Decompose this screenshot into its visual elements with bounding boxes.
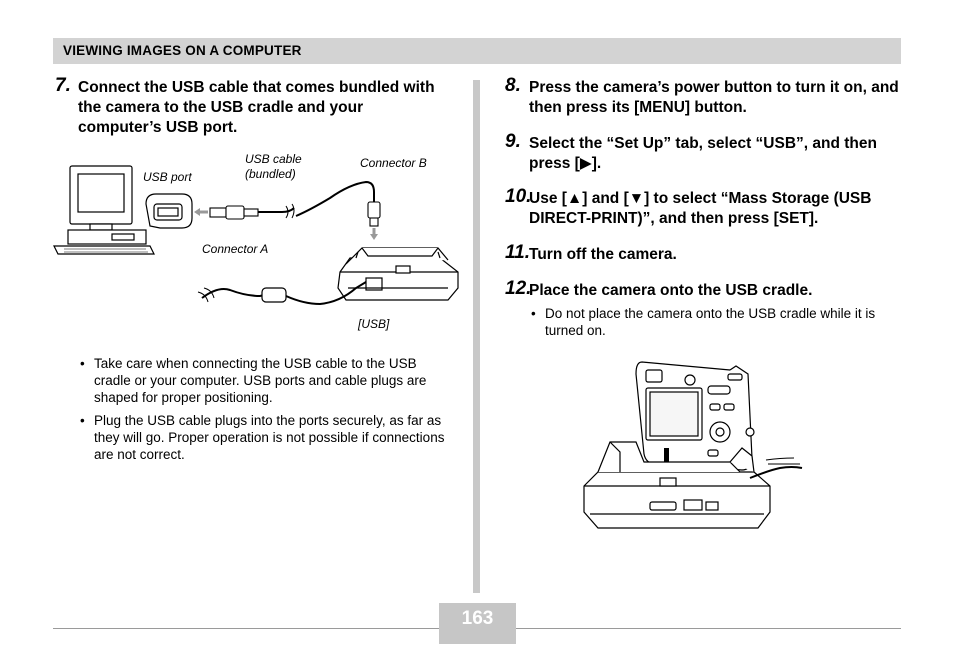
label-usb-cable: USB cable (245, 152, 302, 166)
usb-port-callout (146, 194, 192, 228)
column-divider (473, 80, 480, 593)
list-item: • Take care when connecting the USB cable to the USB cradle or your computer. USB ports and cable plugs are shaped for proper positioning. (78, 355, 450, 406)
page-number: 163 (461, 608, 494, 629)
step-number: 9. (505, 131, 521, 152)
step-7 (55, 75, 445, 138)
camera-cradle-illustration (580, 352, 810, 532)
section-header-bar (53, 38, 901, 64)
step-number: 12. (505, 278, 532, 299)
step-number: 7. (55, 75, 71, 96)
step-10 (505, 186, 905, 229)
ferrite-core (262, 288, 286, 302)
step-number: 11. (505, 242, 531, 263)
step-text: Select the “Set Up” tab, select “USB”, and then press [▶]. (529, 135, 877, 172)
step-9 (505, 131, 905, 174)
page-number-box (439, 603, 516, 644)
label-connector-a: Connector A (202, 242, 269, 256)
usb-cable (258, 182, 374, 216)
step-text: Place the camera onto the USB cradle. (529, 282, 813, 299)
step-11 (505, 242, 905, 265)
step-text: Connect the USB cable that comes bundled with the camera to the USB cradle and your computer’s USB port. (78, 79, 435, 136)
right-notes-list (529, 305, 903, 345)
computer-illustration (54, 166, 154, 254)
list-item: • Plug the USB cable plugs into the ports securely, as far as they will go. Proper operation is not possible if connections are not correct. (78, 412, 450, 463)
step-8 (505, 75, 905, 118)
step-text: Press the camera’s power button to turn it on, and then press its [MENU] button. (529, 79, 899, 116)
usb-cradle-illustration (338, 248, 458, 300)
step-text: Turn off the camera. (529, 246, 677, 263)
step-number: 10. (505, 186, 532, 207)
left-notes-list (78, 355, 450, 469)
connector-a-plug (194, 206, 258, 219)
label-usb-port: USB port (143, 170, 192, 184)
label-connector-b: Connector B (360, 156, 427, 170)
section-title: VIEWING IMAGES ON A COMPUTER (63, 43, 302, 58)
label-bundled: (bundled) (245, 167, 296, 181)
step-text: Use [▲] and [▼] to select “Mass Storage (USB DIRECT-PRINT)”, and then press [SET]. (529, 190, 872, 227)
list-item: • Do not place the camera onto the USB cradle while it is turned on. (529, 305, 903, 339)
connector-b-plug (368, 202, 380, 240)
step-number: 8. (505, 75, 521, 96)
label-usb: [USB] (358, 317, 390, 331)
step-12 (505, 278, 905, 301)
